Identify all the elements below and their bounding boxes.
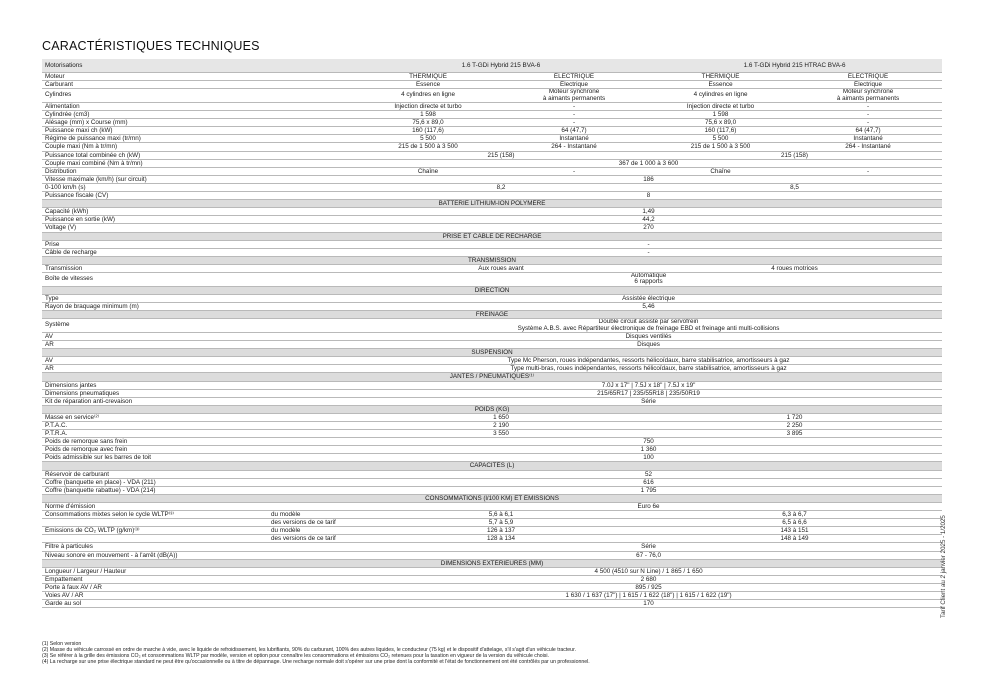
row-sublabel <box>270 216 355 224</box>
row-label: Couple maxi combiné (Nm à tr/mn) <box>42 159 270 167</box>
row-value: 367 de 1 000 à 3 600 <box>355 159 942 167</box>
row-label: P.T.R.A. <box>42 430 270 438</box>
row-label <box>42 535 270 543</box>
row-sublabel <box>270 486 355 494</box>
row-label: Poids de remorque sans frein <box>42 438 270 446</box>
row-label: Carburant <box>42 81 270 89</box>
row-sublabel <box>270 551 355 559</box>
footnote: (1) Selon version <box>42 641 82 647</box>
row-value: Aux roues avant <box>355 264 647 272</box>
table-row <box>42 135 942 143</box>
section-header-row <box>42 494 942 502</box>
row-value: Instantané <box>794 135 942 143</box>
table-row <box>42 240 942 248</box>
row-label: Puissance fiscale (CV) <box>42 192 270 200</box>
row-value: 1 795 <box>355 486 942 494</box>
row-value: 1 720 <box>647 413 942 421</box>
row-sublabel: du modèle <box>270 527 355 535</box>
row-value: Série <box>355 397 942 405</box>
table-row <box>42 478 942 486</box>
row-value: 215 (158) <box>647 151 942 159</box>
row-value: 895 / 925 <box>355 583 942 591</box>
row-label: Porte à faux AV / AR <box>42 583 270 591</box>
table-row <box>42 175 942 183</box>
row-value: Chaîne <box>647 167 794 175</box>
row-sublabel <box>270 430 355 438</box>
row-sublabel <box>270 167 355 175</box>
section-title: BATTERIE LITHIUM-ION POLYMÈRE <box>42 200 942 208</box>
row-sublabel <box>270 567 355 575</box>
row-sublabel <box>270 454 355 462</box>
row-label: Poids admissible sur les barres de toit <box>42 454 270 462</box>
table-row <box>42 486 942 494</box>
row-value: 3 550 <box>355 430 647 438</box>
table-row <box>42 167 942 175</box>
row-label: Coffre (banquette rabattue) - VDA (214) <box>42 486 270 494</box>
table-row <box>42 365 942 373</box>
row-value: THERMIQUE <box>355 73 501 81</box>
table-header-row <box>42 59 942 73</box>
section-header-row <box>42 311 942 319</box>
table-row <box>42 357 942 365</box>
table-row <box>42 341 942 349</box>
table-row <box>42 332 942 340</box>
row-value: 1 360 <box>355 446 942 454</box>
section-title: CAPACITÉS (L) <box>42 462 942 470</box>
row-label: Réservoir de carburant <box>42 470 270 478</box>
row-value: THERMIQUE <box>647 73 794 81</box>
row-value: Assistée électrique <box>355 294 942 302</box>
row-value: Type multi-bras, roues indépendantes, ressorts hélicoïdaux, barre stabilisatrice, amortisseurs à gaz <box>355 365 942 373</box>
row-value: 64 (47,7) <box>794 127 942 135</box>
row-sublabel <box>270 111 355 119</box>
row-value: 1 630 / 1 637 (17") | 1 615 / 1 622 (18") | 1 615 / 1 622 (19") <box>355 591 942 599</box>
row-value: 148 à 149 <box>647 535 942 543</box>
row-label: Coffre (banquette en place) - VDA (211) <box>42 478 270 486</box>
row-label: Empattement <box>42 575 270 583</box>
row-value: 7.0J x 17" | 7.5J x 18" | 7.5J x 19" <box>355 381 942 389</box>
row-sublabel <box>270 413 355 421</box>
row-value: - <box>794 111 942 119</box>
section-title: PRISE ET CÂBLE DE RECHARGE <box>42 232 942 240</box>
row-value: 44,2 <box>355 216 942 224</box>
row-value: ÉLECTRIQUE <box>501 73 647 81</box>
row-sublabel <box>270 175 355 183</box>
row-label: Puissance maxi ch (kW) <box>42 127 270 135</box>
row-value: 128 à 134 <box>355 535 647 543</box>
row-sublabel <box>270 183 355 191</box>
row-value: Essence <box>355 81 501 89</box>
row-value: Électrique <box>501 81 647 89</box>
row-sublabel <box>270 319 355 333</box>
row-label: Kit de réparation anti-crevaison <box>42 397 270 405</box>
row-sublabel <box>270 135 355 143</box>
row-label: Vitesse maximale (km/h) (sur circuit) <box>42 175 270 183</box>
row-sublabel <box>270 151 355 159</box>
table-row <box>42 389 942 397</box>
row-label: Moteur <box>42 73 270 81</box>
row-value: Double circuit assisté par servofrein Système A.B.S. avec Répartiteur électronique de freinage EBD et freinage anti multi-collisions <box>355 319 942 333</box>
row-value: 215/65R17 | 235/55R18 | 235/50R19 <box>355 389 942 397</box>
section-title: FREINAGE <box>42 311 942 319</box>
row-label: Longueur / Largeur / Hauteur <box>42 567 270 575</box>
row-label: Câble de recharge <box>42 248 270 256</box>
row-sublabel <box>270 543 355 551</box>
row-value: Instantané <box>501 135 647 143</box>
section-header-row <box>42 462 942 470</box>
row-value: Injection directe et turbo <box>355 103 501 111</box>
section-title: DIMENSIONS EXTÉRIEURES (MM) <box>42 559 942 567</box>
row-value: 5,46 <box>355 302 942 310</box>
row-label: Cylindrée (cm3) <box>42 111 270 119</box>
row-sublabel <box>270 264 355 272</box>
table-row <box>42 89 942 103</box>
row-value: - <box>355 248 942 256</box>
table-row <box>42 119 942 127</box>
row-value: 270 <box>355 224 942 232</box>
footnote: (4) La recharge sur une prise électrique standard ne peut être qu'occasionnelle ou à titre de dépannage. Une recharge normale doit s'opérer sur une prise dont la conformité et l'état de fonctionnement ont été contrôlés par un professionnel. <box>42 659 590 665</box>
table-row <box>42 216 942 224</box>
section-header-row <box>42 256 942 264</box>
row-value: Essence <box>647 81 794 89</box>
row-value: 4 cylindres en ligne <box>355 89 501 103</box>
row-value: 4 roues motrices <box>647 264 942 272</box>
row-sublabel <box>270 294 355 302</box>
row-value: 616 <box>355 478 942 486</box>
table-row <box>42 583 942 591</box>
table-row <box>42 159 942 167</box>
row-value: Moteur synchrone à aimants permanents <box>794 89 942 103</box>
row-value: Automatique 6 rapports <box>355 272 942 286</box>
side-note: Tarif Client au 2 janvier 2025 - 1/2025 <box>940 515 947 618</box>
row-value: ÉLECTRIQUE <box>794 73 942 81</box>
table-row <box>42 527 942 535</box>
table-row <box>42 438 942 446</box>
section-header-row <box>42 286 942 294</box>
row-value: 1,49 <box>355 208 942 216</box>
row-sublabel <box>270 389 355 397</box>
header-model-2: 1.6 T-GDi Hybrid 215 HTRAC BVA-6 <box>647 59 942 73</box>
row-sublabel <box>270 575 355 583</box>
row-label: Dimensions jantes <box>42 381 270 389</box>
row-label: AV <box>42 357 270 365</box>
row-label: Voltage (V) <box>42 224 270 232</box>
table-row <box>42 422 942 430</box>
row-label: Distribution <box>42 167 270 175</box>
row-value: Série <box>355 543 942 551</box>
row-label: Emissions de CO₂ WLTP (g/km)⁽³⁾ <box>42 527 270 535</box>
row-value: 75,6 x 89,0 <box>647 119 794 127</box>
table-row <box>42 511 942 519</box>
row-sublabel <box>270 119 355 127</box>
row-sublabel <box>270 332 355 340</box>
section-title: DIRECTION <box>42 286 942 294</box>
row-sublabel <box>270 591 355 599</box>
row-label: Cylindres <box>42 89 270 103</box>
table-row <box>42 519 942 527</box>
section-header-row <box>42 405 942 413</box>
row-sublabel: des versions de ce tarif <box>270 519 355 527</box>
table-row <box>42 127 942 135</box>
row-value: 5,7 à 5,9 <box>355 519 647 527</box>
row-value: - <box>501 111 647 119</box>
table-row <box>42 294 942 302</box>
row-value: 186 <box>355 175 942 183</box>
row-value: 5,6 à 6,1 <box>355 511 647 519</box>
row-sublabel <box>270 103 355 111</box>
row-value: Électrique <box>794 81 942 89</box>
table-row <box>42 73 942 81</box>
row-value: 8,5 <box>647 183 942 191</box>
section-title: SUSPENSION <box>42 349 942 357</box>
row-value: 64 (47,7) <box>501 127 647 135</box>
row-value: - <box>794 103 942 111</box>
row-label: Puissance en sortie (kW) <box>42 216 270 224</box>
row-value: 264 - Instantané <box>501 143 647 151</box>
row-value: 6,5 à 6,6 <box>647 519 942 527</box>
row-value: - <box>794 119 942 127</box>
row-sublabel <box>270 365 355 373</box>
row-sublabel <box>270 583 355 591</box>
row-value: 6,3 à 6,7 <box>647 511 942 519</box>
row-sublabel <box>270 127 355 135</box>
row-value: 1 598 <box>355 111 501 119</box>
row-value: 100 <box>355 454 942 462</box>
row-label: AV <box>42 332 270 340</box>
row-sublabel <box>270 89 355 103</box>
row-sublabel <box>270 397 355 405</box>
row-sublabel <box>270 143 355 151</box>
row-label <box>42 519 270 527</box>
row-label: Puissance total combinée ch (kW) <box>42 151 270 159</box>
page-title: CARACTÉRISTIQUES TECHNIQUES <box>42 39 260 53</box>
table-row <box>42 319 942 333</box>
row-value: - <box>501 119 647 127</box>
table-row <box>42 397 942 405</box>
table-row <box>42 454 942 462</box>
row-label: AR <box>42 365 270 373</box>
table-row <box>42 143 942 151</box>
row-sublabel <box>270 478 355 486</box>
section-header-row <box>42 232 942 240</box>
row-value: Disques ventilés <box>355 332 942 340</box>
table-row <box>42 272 942 286</box>
row-label: Alimentation <box>42 103 270 111</box>
row-value: 8 <box>355 192 942 200</box>
section-header-row <box>42 200 942 208</box>
row-value: 750 <box>355 438 942 446</box>
row-label: Rayon de braquage minimum (m) <box>42 302 270 310</box>
row-value: Euro 6e <box>355 502 942 510</box>
section-title: JANTES / PNEUMATIQUES⁽¹⁾ <box>42 373 942 381</box>
table-row <box>42 224 942 232</box>
row-value: 4 cylindres en ligne <box>647 89 794 103</box>
header-model-1: 1.6 T-GDi Hybrid 215 BVA-6 <box>355 59 647 73</box>
table-row <box>42 535 942 543</box>
table-row <box>42 502 942 510</box>
row-label: Régime de puissance maxi (tr/mn) <box>42 135 270 143</box>
row-sublabel <box>270 438 355 446</box>
section-title: CONSOMMATIONS (l/100 KM) ET ÉMISSIONS <box>42 494 942 502</box>
row-value: 5 500 <box>647 135 794 143</box>
row-label: Boîte de vitesses <box>42 272 270 286</box>
row-label: Garde au sol <box>42 600 270 608</box>
row-value: 75,6 x 89,0 <box>355 119 501 127</box>
row-value: Type Mc Pherson, roues indépendantes, ressorts hélicoïdaux, barre stabilisatrice, amortisseurs à gaz <box>355 357 942 365</box>
row-label: Alésage (mm) x Course (mm) <box>42 119 270 127</box>
row-label: Consommations mixtes selon le cycle WLTP⁽³⁾ <box>42 511 270 519</box>
row-value: 170 <box>355 600 942 608</box>
row-label: Prise <box>42 240 270 248</box>
footnote: (3) Se référer à la grille des émissions CO₂ et consommations WLTP par modèle, version et option pour connaître les consommations et émissions CO₂ retenues pour la taxation en vigueur de la version du véhicule choisi. <box>42 653 549 659</box>
table-row <box>42 600 942 608</box>
row-value: 215 de 1 500 à 3 500 <box>355 143 501 151</box>
row-sublabel <box>270 470 355 478</box>
table-row <box>42 543 942 551</box>
table-row <box>42 413 942 421</box>
row-label: Transmission <box>42 264 270 272</box>
row-sublabel <box>270 381 355 389</box>
row-value: 160 (117,6) <box>647 127 794 135</box>
table-row <box>42 81 942 89</box>
row-sublabel <box>270 192 355 200</box>
section-header-row <box>42 373 942 381</box>
section-header-row <box>42 559 942 567</box>
row-sublabel: du modèle <box>270 511 355 519</box>
row-sublabel <box>270 159 355 167</box>
row-value: Moteur synchrone à aimants permanents <box>501 89 647 103</box>
section-title: TRANSMISSION <box>42 256 942 264</box>
row-value: - <box>501 103 647 111</box>
footnote: (2) Masse du véhicule carrossé en ordre de marche à vide, avec le liquide de refroidissement, les lubrifiants, 90% du carburant, 100% des autres liquides, le conducteur (75 kg) et le dispositif d'attelage, s'il s'agit d'un véhicule tracteur. <box>42 647 576 653</box>
row-label: Dimensions pneumatiques <box>42 389 270 397</box>
section-header-row <box>42 349 942 357</box>
table-row <box>42 208 942 216</box>
row-value: 143 à 151 <box>647 527 942 535</box>
row-label: Couple maxi (Nm à tr/mn) <box>42 143 270 151</box>
footnotes <box>42 641 942 665</box>
row-sublabel <box>270 81 355 89</box>
row-sublabel: des versions de ce tarif <box>270 535 355 543</box>
row-value: 4 500 (4510 sur N Line) / 1 865 / 1 650 <box>355 567 942 575</box>
table-row <box>42 381 942 389</box>
table-row <box>42 111 942 119</box>
row-value: 2 190 <box>355 422 647 430</box>
table-row <box>42 183 942 191</box>
row-value: 1 650 <box>355 413 647 421</box>
row-value: - <box>794 167 942 175</box>
row-sublabel <box>270 302 355 310</box>
table-row <box>42 551 942 559</box>
table-row <box>42 103 942 111</box>
row-label: Niveau sonore en mouvement - à l'arrêt (dB(A)) <box>42 551 270 559</box>
row-label: Filtre à particules <box>42 543 270 551</box>
row-value: - <box>501 167 647 175</box>
row-sublabel <box>270 600 355 608</box>
row-label: Type <box>42 294 270 302</box>
row-label: Masse en service⁽²⁾ <box>42 413 270 421</box>
row-label: Poids de remorque avec frein <box>42 446 270 454</box>
row-value: 67 - 76,0 <box>355 551 942 559</box>
table-row <box>42 591 942 599</box>
row-value: 5 500 <box>355 135 501 143</box>
row-value: 264 - Instantané <box>794 143 942 151</box>
row-sublabel <box>270 502 355 510</box>
row-value: 52 <box>355 470 942 478</box>
row-label: Norme d'émission <box>42 502 270 510</box>
row-value: 8,2 <box>355 183 647 191</box>
row-value: 1 598 <box>647 111 794 119</box>
row-sublabel <box>270 272 355 286</box>
table-row <box>42 248 942 256</box>
table-row <box>42 470 942 478</box>
row-value: 2 250 <box>647 422 942 430</box>
row-value: 160 (117,6) <box>355 127 501 135</box>
row-sublabel <box>270 446 355 454</box>
row-label: AR <box>42 341 270 349</box>
row-sublabel <box>270 341 355 349</box>
row-label: P.T.A.C. <box>42 422 270 430</box>
table-row <box>42 567 942 575</box>
spec-table <box>42 59 942 608</box>
row-value: 126 à 137 <box>355 527 647 535</box>
row-sublabel <box>270 422 355 430</box>
row-sublabel <box>270 248 355 256</box>
row-label: Capacité (kWh) <box>42 208 270 216</box>
table-row <box>42 264 942 272</box>
row-sublabel <box>270 224 355 232</box>
row-value: Injection directe et turbo <box>647 103 794 111</box>
row-value: 3 895 <box>647 430 942 438</box>
table-row <box>42 192 942 200</box>
row-label: 0-100 km/h (s) <box>42 183 270 191</box>
table-row <box>42 302 942 310</box>
row-sublabel <box>270 73 355 81</box>
header-label: Motorisations <box>42 59 355 73</box>
row-sublabel <box>270 357 355 365</box>
row-sublabel <box>270 240 355 248</box>
row-value: Disques <box>355 341 942 349</box>
row-label: Système <box>42 319 270 333</box>
table-row <box>42 430 942 438</box>
row-value: 215 (158) <box>355 151 647 159</box>
row-label: Voies AV / AR <box>42 591 270 599</box>
table-row <box>42 151 942 159</box>
row-value: Chaîne <box>355 167 501 175</box>
table-row <box>42 575 942 583</box>
row-value: - <box>355 240 942 248</box>
table-row <box>42 446 942 454</box>
section-title: POIDS (KG) <box>42 405 942 413</box>
row-value: 215 de 1 500 à 3 500 <box>647 143 794 151</box>
row-value: 2 680 <box>355 575 942 583</box>
row-sublabel <box>270 208 355 216</box>
